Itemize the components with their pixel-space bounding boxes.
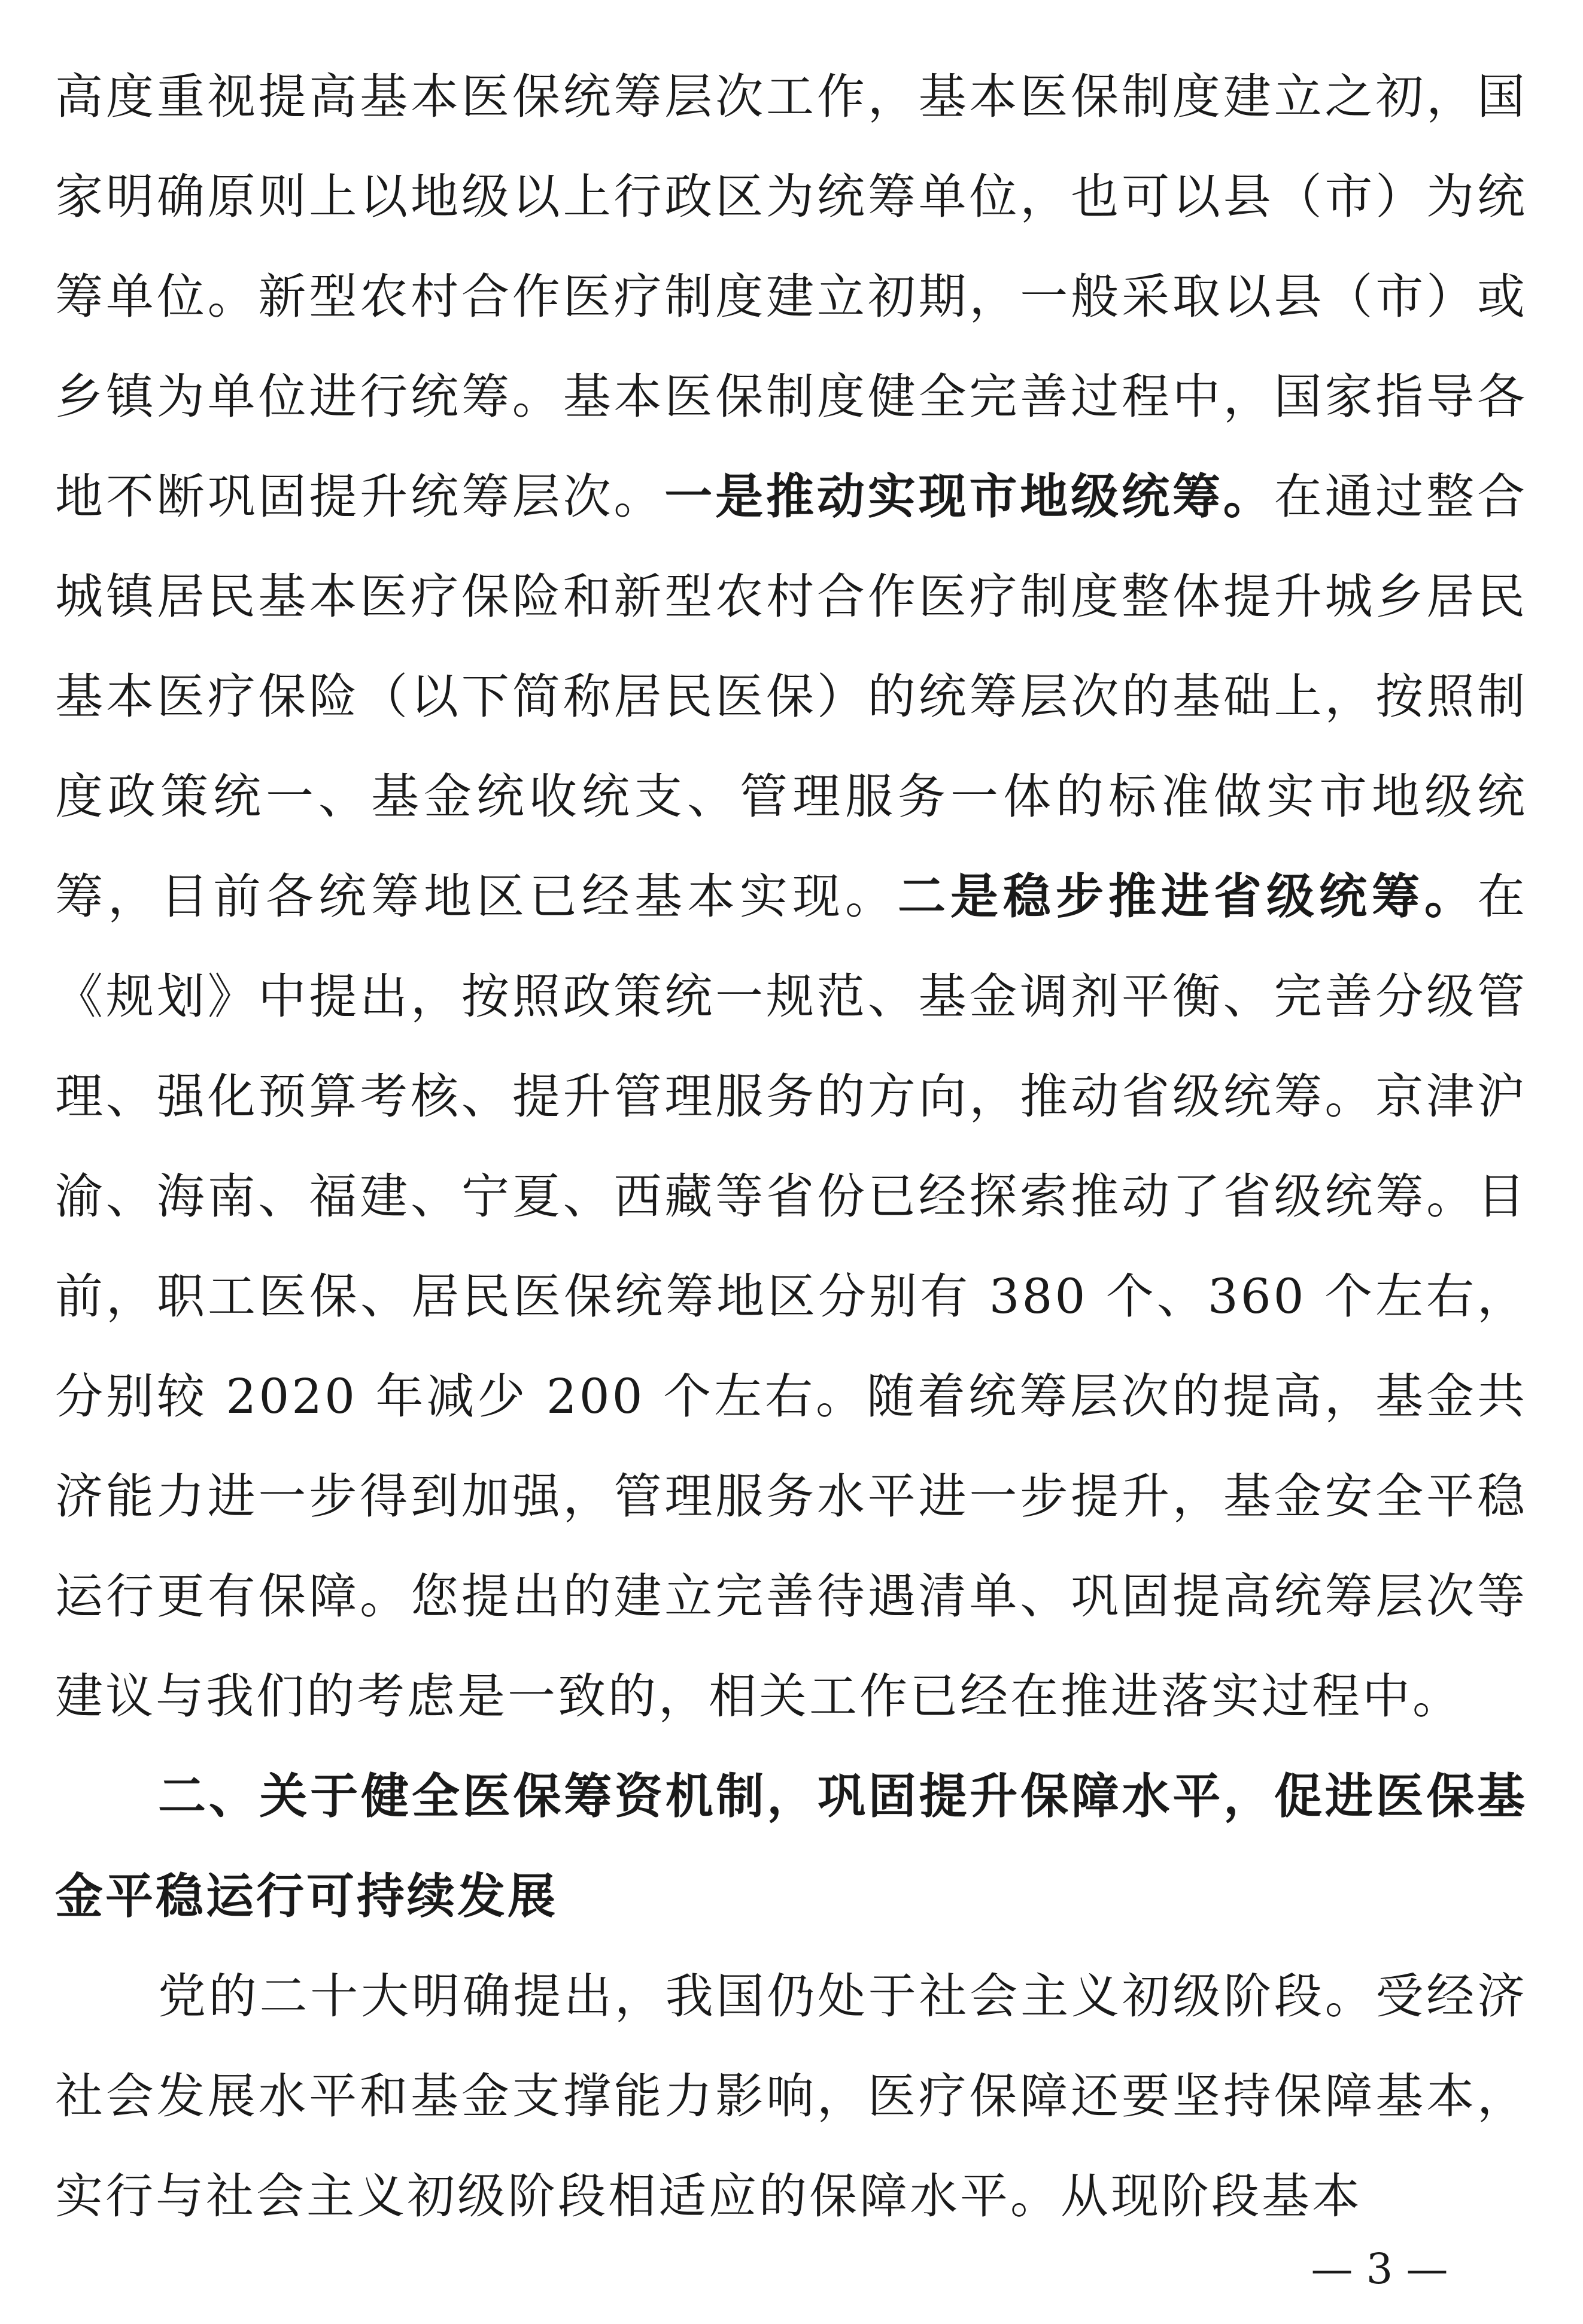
bold-point-provincial-pooling: 二是稳步推进省级统筹。 xyxy=(898,869,1477,924)
paragraph-text: 在《规划》中提出，按照政策统一规范、基金调剂平衡、完善分级管理、强化预算考核、提升管理服务的方向，推动省级统筹。京津沪渝、海南、福建、宁夏、西藏等省份已经探索推动了省级统筹。目前，职工医保、居民医保统筹地区分别有 380 个、360 个左右，分别较 2020 年减少 200 个左右。随着统筹层次的提高，基金共济能力进一步得到加强，管理服务水平进一步提升，基金安全平稳运行更有保障。您提出的建立完善待遇清单、巩固提高统筹层次等建议与我们的考虑是一致的，相关工作已经在推进落实过程中。 xyxy=(55,869,1527,1724)
paragraph-pooling-level xyxy=(55,47,1527,1746)
section-heading-two: 二、关于健全医保筹资机制，巩固提升保障水平，促进医保基金平稳运行可持续发展 xyxy=(55,1768,1527,1924)
bold-point-municipal-pooling: 一是推动实现市地级统筹。 xyxy=(664,469,1274,524)
paragraph-text: 在通过整合城镇居民基本医疗保险和新型农村合作医疗制度整体提升城乡居民基本医疗保险（以下简称居民医保）的统筹层次的基础上，按照制度政策统一、基金统收统支、管理服务一体的标准做实市地级统筹，目前各统筹地区已经基本实现。 xyxy=(55,469,1528,924)
paragraph-text: 高度重视提高基本医保统筹层次工作，基本医保制度建立之初，国家明确原则上以地级以上行政区为统筹单位，也可以县（市）为统筹单位。新型农村合作医疗制度建立初期，一般采取以县（市）或乡镇为单位进行统筹。基本医保制度健全完善过程中，国家指导各地不断巩固提升统筹层次。 xyxy=(55,69,1527,524)
document-body xyxy=(55,47,1527,2246)
paragraph-funding-mechanism: 党的二十大明确提出，我国仍处于社会主义初级阶段。受经济社会发展水平和基金支撑能力影响，医疗保障还要坚持保障基本，实行与社会主义初级阶段相适应的保障水平。从现阶段基本 xyxy=(55,1968,1527,2224)
page-number: — 3 — xyxy=(1311,2244,1448,2293)
